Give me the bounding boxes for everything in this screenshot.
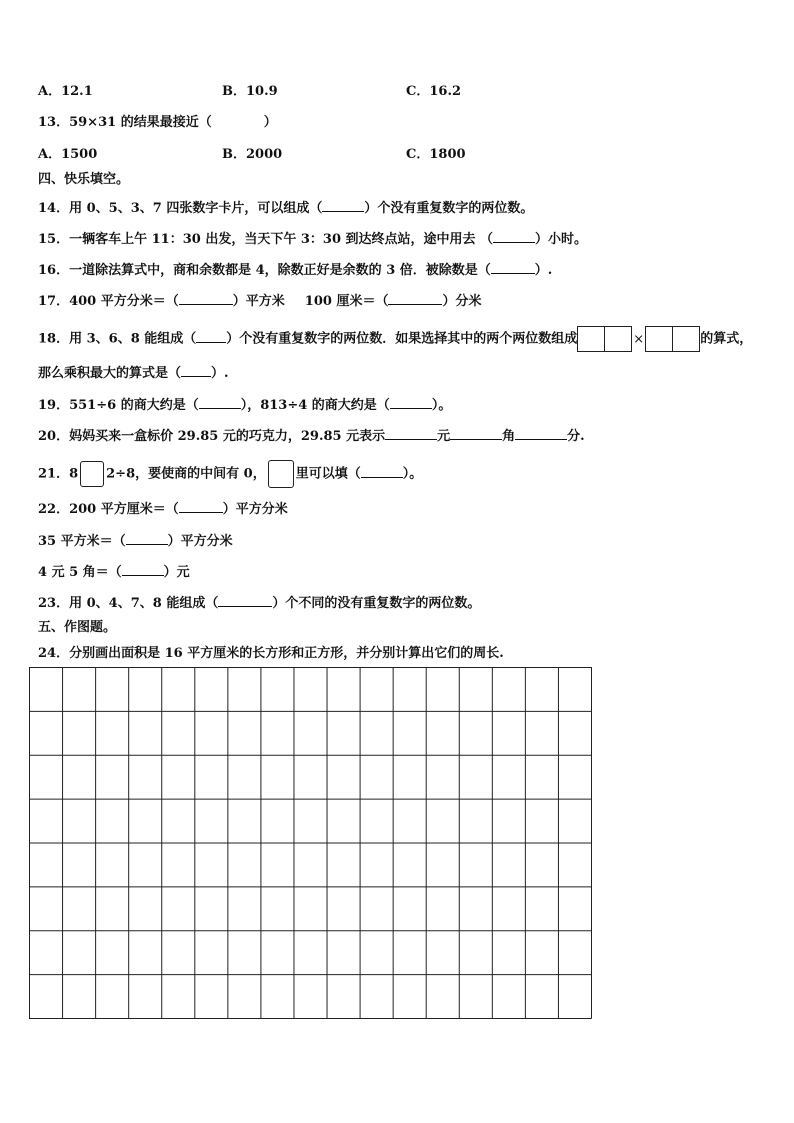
question-21-text: 21．8 [38, 466, 79, 482]
question-16-text: 16．一道除法算式中，商和余数都是 4，除数正好是余数的 3 倍．被除数是（ [38, 263, 491, 278]
answer-blank[interactable] [322, 199, 364, 212]
question-13-text: 13．59×31 的结果最接近（ [38, 115, 212, 130]
answer-blank[interactable] [385, 427, 437, 440]
question-17-text: 17．400 平方分米＝（ [38, 294, 179, 309]
question-18-text-5: ）. [211, 366, 229, 381]
q13-option-a: A．1500 [38, 147, 98, 162]
question-18-text-4: 那么乘积最大的算式是（ [38, 366, 182, 381]
question-13-close: ） [263, 115, 277, 130]
question-15-text-end: ）小时。 [535, 232, 588, 247]
question-16 [38, 261, 552, 279]
q12-option-c: C．16.2 [406, 84, 462, 99]
question-15 [38, 230, 587, 248]
question-18-line-2 [38, 364, 229, 382]
drawing-grid[interactable] [29, 667, 592, 1019]
answer-blank[interactable] [493, 230, 535, 243]
question-23-text: 23．用 0、4、7、8 能组成（ [38, 596, 219, 611]
digit-box[interactable] [268, 460, 294, 488]
question-17-text-3: 100 厘米＝（ [304, 294, 389, 309]
question-20 [38, 427, 585, 445]
section-5-heading: 五、作图题。 [38, 620, 117, 635]
answer-blank[interactable] [361, 465, 403, 478]
question-18-text-3: 的算式， [700, 331, 753, 347]
question-22-text-3: 35 平方米＝（ [38, 534, 126, 549]
answer-blank[interactable] [179, 292, 233, 305]
answer-blank[interactable] [218, 594, 272, 607]
question-16-text-end: ）. [534, 263, 553, 278]
answer-blank[interactable] [196, 330, 226, 343]
question-14-text: 14．用 0、5、3、7 四张数字卡片，可以组成（ [38, 201, 323, 216]
question-18-text-2: ）个没有重复数字的两位数．如果选择其中的两个两位数组成 [226, 331, 578, 347]
question-23-text-end: ）个不同的没有重复数字的两位数。 [272, 596, 481, 611]
question-17-text-2: ）平方米 [232, 294, 285, 309]
answer-blank[interactable] [126, 532, 168, 545]
q12-option-a: A．12.1 [38, 84, 93, 99]
question-21-text-2: 2÷8，要使商的中间有 0， [106, 466, 266, 482]
question-22-text-4: ）平方分米 [167, 534, 233, 549]
question-20-fen: 分. [567, 429, 585, 444]
digit-box[interactable] [673, 326, 700, 352]
answer-blank[interactable] [199, 396, 241, 409]
question-22-line-3 [38, 563, 190, 581]
question-19 [38, 396, 451, 414]
digit-box[interactable] [645, 326, 673, 352]
question-20-text: 20．妈妈买来一盒标价 29.85 元的巧克力，29.85 元表示 [38, 429, 386, 444]
question-13 [38, 115, 277, 131]
question-17-text-4: ）分米 [442, 294, 482, 309]
question-22-text-2: ）平方分米 [222, 502, 288, 517]
question-18-text: 18．用 3、6、8 能组成（ [38, 331, 197, 347]
answer-blank[interactable] [450, 427, 502, 440]
question-21 [38, 460, 422, 488]
question-22-text: 22．200 平方厘米＝（ [38, 502, 179, 517]
question-22-line-2 [38, 532, 233, 550]
answer-blank[interactable] [181, 364, 211, 377]
digit-box[interactable] [577, 326, 605, 352]
q12-option-b: B．10.9 [222, 84, 278, 99]
question-24: 24．分别画出面积是 16 平方厘米的长方形和正方形，并分别计算出它们的周长. [38, 646, 504, 661]
section-4-heading: 四、快乐填空。 [38, 172, 130, 187]
question-21-text-4: ）。 [402, 466, 423, 482]
question-18 [38, 326, 752, 352]
question-22-text-6: ）元 [163, 565, 190, 580]
answer-blank[interactable] [179, 500, 223, 513]
times-sign: × [633, 331, 645, 347]
q13-option-c: C．1800 [406, 147, 466, 162]
question-14 [38, 199, 533, 217]
digit-box[interactable] [80, 461, 104, 487]
digit-box[interactable] [605, 326, 632, 352]
question-20-jiao: 角 [502, 429, 516, 444]
question-22-text-5: 4 元 5 角＝（ [38, 565, 122, 580]
question-19-text: 19．551÷6 的商大约是（ [38, 398, 199, 413]
q13-option-b: B．2000 [222, 147, 283, 162]
question-14-text-end: ）个没有重复数字的两位数。 [364, 201, 534, 216]
answer-blank[interactable] [388, 292, 442, 305]
question-20-yuan: 元 [437, 429, 451, 444]
answer-blank[interactable] [390, 396, 432, 409]
question-19-text-2: ），813÷4 的商大约是（ [240, 398, 390, 413]
question-23 [38, 594, 480, 612]
question-17 [38, 292, 481, 310]
answer-blank[interactable] [491, 261, 535, 274]
answer-blank[interactable] [122, 563, 164, 576]
answer-blank[interactable] [515, 427, 567, 440]
question-22 [38, 500, 288, 518]
question-21-text-3: 里可以填（ [295, 466, 361, 482]
question-15-text: 15．一辆客车上午 11：30 出发，当天下午 3：30 到达终点站，途中用去 （ [38, 232, 494, 247]
question-19-text-3: ）。 [431, 398, 452, 413]
